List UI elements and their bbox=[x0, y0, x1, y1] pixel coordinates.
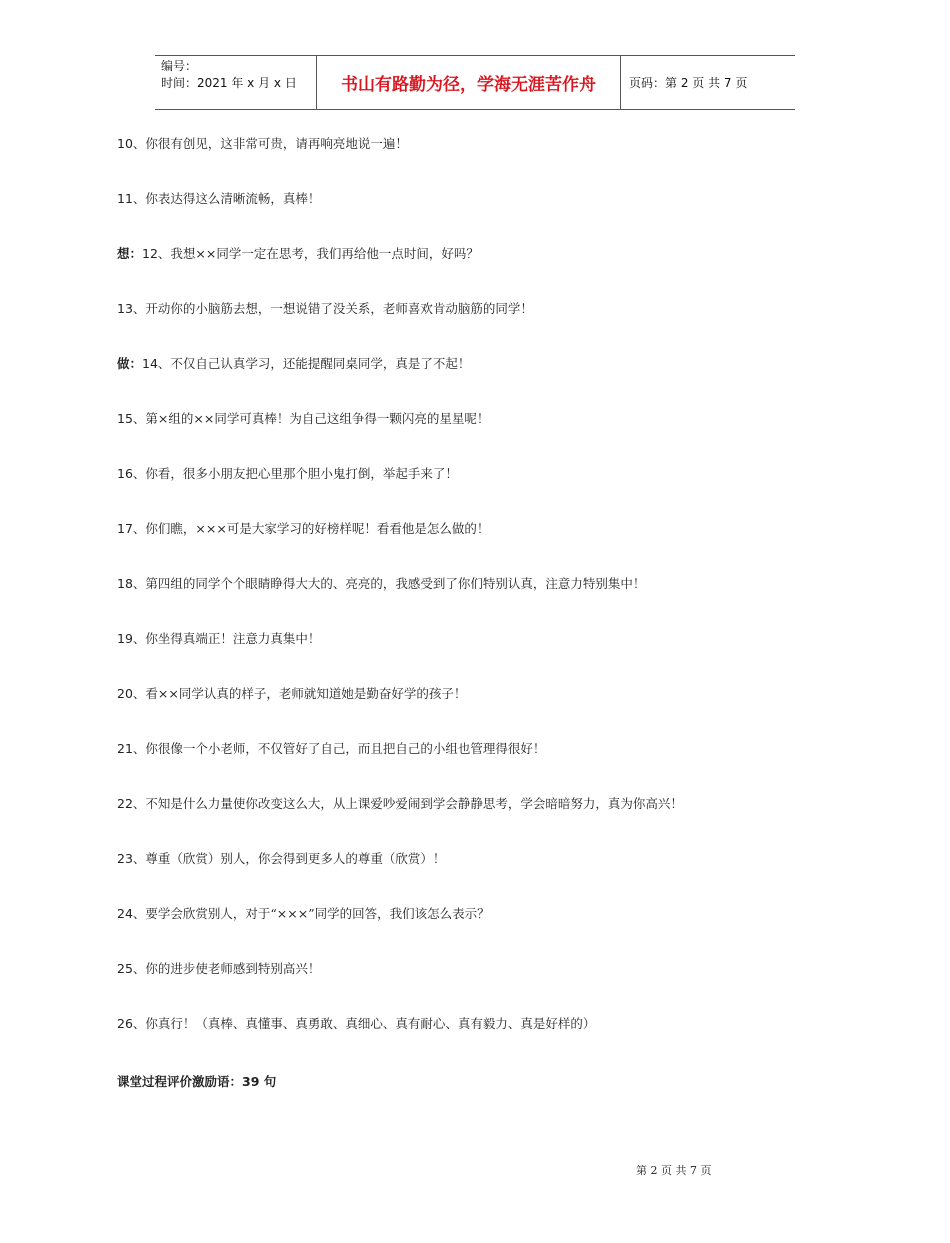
list-item: 17、你们瞧，×××可是大家学习的好榜样呢！看看他是怎么做的！ bbox=[117, 521, 490, 536]
section-title: 课堂过程评价激励语：39 句 bbox=[117, 1074, 277, 1089]
header-motto: 书山有路勤为径，学海无涯苦作舟 bbox=[317, 56, 621, 109]
list-item: 26、你真行！（真棒、真懂事、真勇敢、真细心、真有耐心、真有毅力、真是好样的） bbox=[117, 1016, 596, 1031]
list-item: 想：12、我想××同学一定在思考，我们再给他一点时间，好吗？ bbox=[117, 246, 479, 261]
list-item: 20、看××同学认真的样子，老师就知道她是勤奋好学的孩子！ bbox=[117, 686, 467, 701]
list-item: 25、你的进步使老师感到特别高兴！ bbox=[117, 961, 321, 976]
encouragement-list bbox=[117, 134, 817, 1069]
number-label: 编号： bbox=[161, 59, 198, 73]
page-header bbox=[155, 55, 795, 110]
list-item: 10、你很有创见，这非常可贵，请再响亮地说一遍！ bbox=[117, 136, 408, 151]
header-page-label: 页码：第 2 页 共 7 页 bbox=[629, 76, 748, 90]
list-item: 23、尊重（欣赏）别人，你会得到更多人的尊重（欣赏）！ bbox=[117, 851, 446, 866]
time-label: 时间：2021 年 x 月 x 日 bbox=[161, 76, 297, 90]
list-item: 19、你坐得真端正！注意力真集中！ bbox=[117, 631, 321, 646]
list-item: 16、你看，很多小朋友把心里那个胆小鬼打倒，举起手来了！ bbox=[117, 466, 458, 481]
list-item: 11、你表达得这么清晰流畅，真棒！ bbox=[117, 191, 321, 206]
list-item: 15、第×组的××同学可真棒！为自己这组争得一颗闪亮的星星呢！ bbox=[117, 411, 490, 426]
list-item: 13、开动你的小脑筋去想，一想说错了没关系，老师喜欢肯动脑筋的同学！ bbox=[117, 301, 533, 316]
list-item: 做：14、不仅自己认真学习，还能提醒同桌同学，真是了不起！ bbox=[117, 356, 471, 371]
list-item: 24、要学会欣赏别人，对于“×××”同学的回答，我们该怎么表示？ bbox=[117, 906, 490, 921]
list-item: 21、你很像一个小老师，不仅管好了自己，而且把自己的小组也管理得很好！ bbox=[117, 741, 546, 756]
list-item: 18、第四组的同学个个眼睛睁得大大的、亮亮的，我感受到了你们特别认真，注意力特别集中！ bbox=[117, 576, 646, 591]
list-item: 22、不知是什么力量使你改变这么大，从上课爱吵爱闹到学会静静思考，学会暗暗努力，真为你高兴！ bbox=[117, 796, 683, 811]
page-footer: 第 2 页 共 7 页 bbox=[636, 1164, 712, 1177]
header-meta bbox=[155, 56, 317, 109]
